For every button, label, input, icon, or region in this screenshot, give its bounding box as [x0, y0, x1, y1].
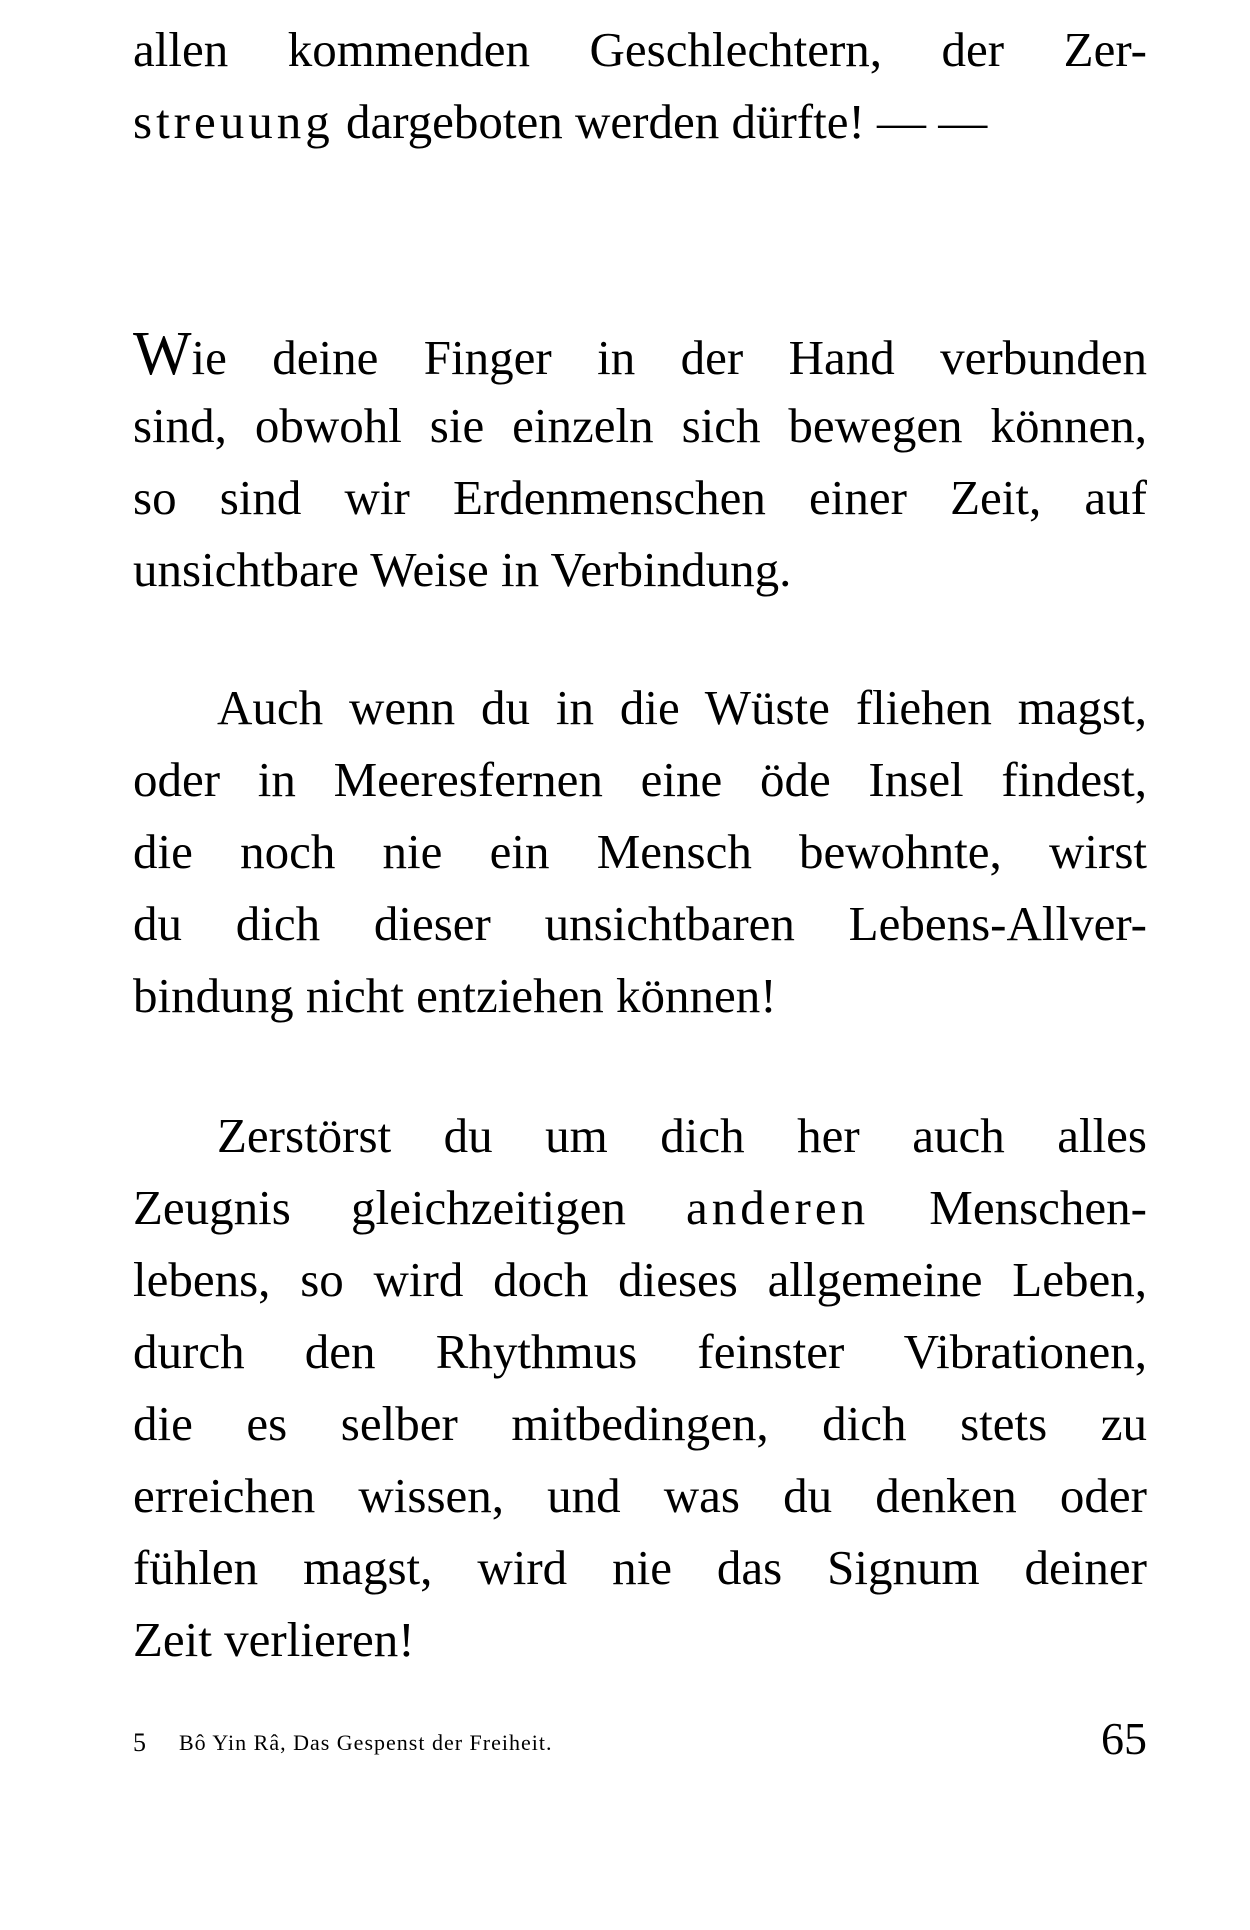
text-line: durch den Rhythmus feinster Vibrationen,	[133, 1324, 1147, 1379]
text-line: fühlen magst, wird nie das Signum deiner	[133, 1540, 1147, 1595]
spaced-emphasis: streuung	[133, 94, 334, 149]
text-line	[133, 1172, 1147, 1244]
paragraph-destroy	[133, 1100, 1147, 1676]
signature-mark: 5	[133, 1728, 146, 1757]
text-line	[133, 86, 1147, 158]
text-line: lebens, so wird doch dieses allgemeine Leben,	[133, 1252, 1147, 1307]
text-fragment: dargeboten werden dürfte! — —	[346, 94, 988, 149]
initial-letter: W	[133, 320, 192, 388]
paragraph-continuation	[133, 14, 1147, 158]
spaced-emphasis: anderen	[686, 1180, 870, 1235]
text-line: die noch nie ein Mensch bewohnte, wirst	[133, 824, 1147, 879]
text-line: die es selber mitbedingen, dich stets zu	[133, 1396, 1147, 1451]
text-line: Auch wenn du in die Wüste fliehen magst,	[217, 680, 1147, 735]
paragraph-fingers	[133, 318, 1147, 606]
text-line: oder in Meeresfernen eine öde Insel findest,	[133, 752, 1147, 807]
text-fragment: Zeugnis gleichzeitigen	[133, 1180, 687, 1235]
text-line: bindung nicht entziehen können!	[133, 968, 777, 1023]
text-line: sind, obwohl sie einzeln sich bewegen können,	[133, 398, 1147, 453]
text-line: so sind wir Erdenmenschen einer Zeit, auf	[133, 470, 1147, 525]
signature-line: Bô Yin Râ, Das Gespenst der Freiheit.	[179, 1730, 553, 1755]
text-line: du dich dieser unsichtbaren Lebens-Allver-	[133, 896, 1147, 951]
text-line	[133, 318, 1147, 390]
page-number: 65	[1101, 1713, 1147, 1764]
text-line: unsichtbare Weise in Verbindung.	[133, 542, 792, 597]
text-fragment: Menschen-	[869, 1180, 1147, 1235]
text-line: allen kommenden Geschlechtern, der Zer-	[133, 22, 1147, 77]
text-line: Zeit verlieren!	[133, 1612, 415, 1667]
text-line: erreichen wissen, und was du denken oder	[133, 1468, 1147, 1523]
text-line: Zerstörst du um dich her auch alles	[217, 1108, 1147, 1163]
paragraph-desert	[133, 672, 1147, 1032]
page-footer	[133, 1712, 1147, 1772]
text-fragment: ie deine Finger in der Hand verbunden	[191, 330, 1147, 385]
